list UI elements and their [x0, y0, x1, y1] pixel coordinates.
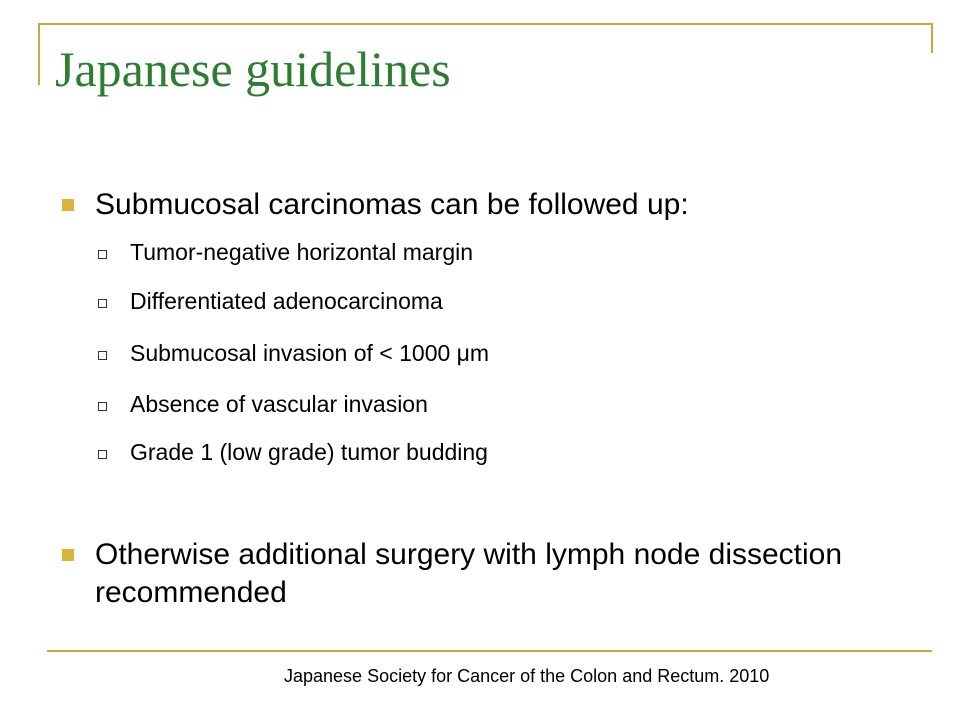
slide-title: Japanese guidelines — [55, 41, 451, 97]
hollow-square-bullet-icon — [98, 402, 107, 411]
sub-bullet-text: Grade 1 (low grade) tumor budding — [130, 439, 488, 465]
citation: Japanese Society for Cancer of the Colon and Rectum. 2010 — [284, 666, 770, 686]
hollow-square-bullet-icon — [98, 450, 107, 459]
bullet-text: Otherwise additional surgery with lymph node dissection recommended — [95, 538, 843, 609]
footer-divider — [47, 650, 932, 652]
hollow-square-bullet-icon — [98, 351, 107, 360]
hollow-square-bullet-icon — [98, 250, 107, 259]
sub-bullet-text: Differentiated adenocarcinoma — [130, 288, 443, 314]
hollow-square-bullet-icon — [98, 299, 107, 308]
square-bullet-icon — [62, 199, 74, 211]
sub-bullet-text: Submucosal invasion of < 1000 μm — [130, 340, 490, 366]
sub-bullet-text: Absence of vascular invasion — [130, 391, 428, 417]
sub-bullet-text: Tumor-negative horizontal margin — [130, 239, 474, 265]
bullet-text: Submucosal carcinomas can be followed up: — [95, 188, 689, 221]
square-bullet-icon — [62, 549, 74, 561]
